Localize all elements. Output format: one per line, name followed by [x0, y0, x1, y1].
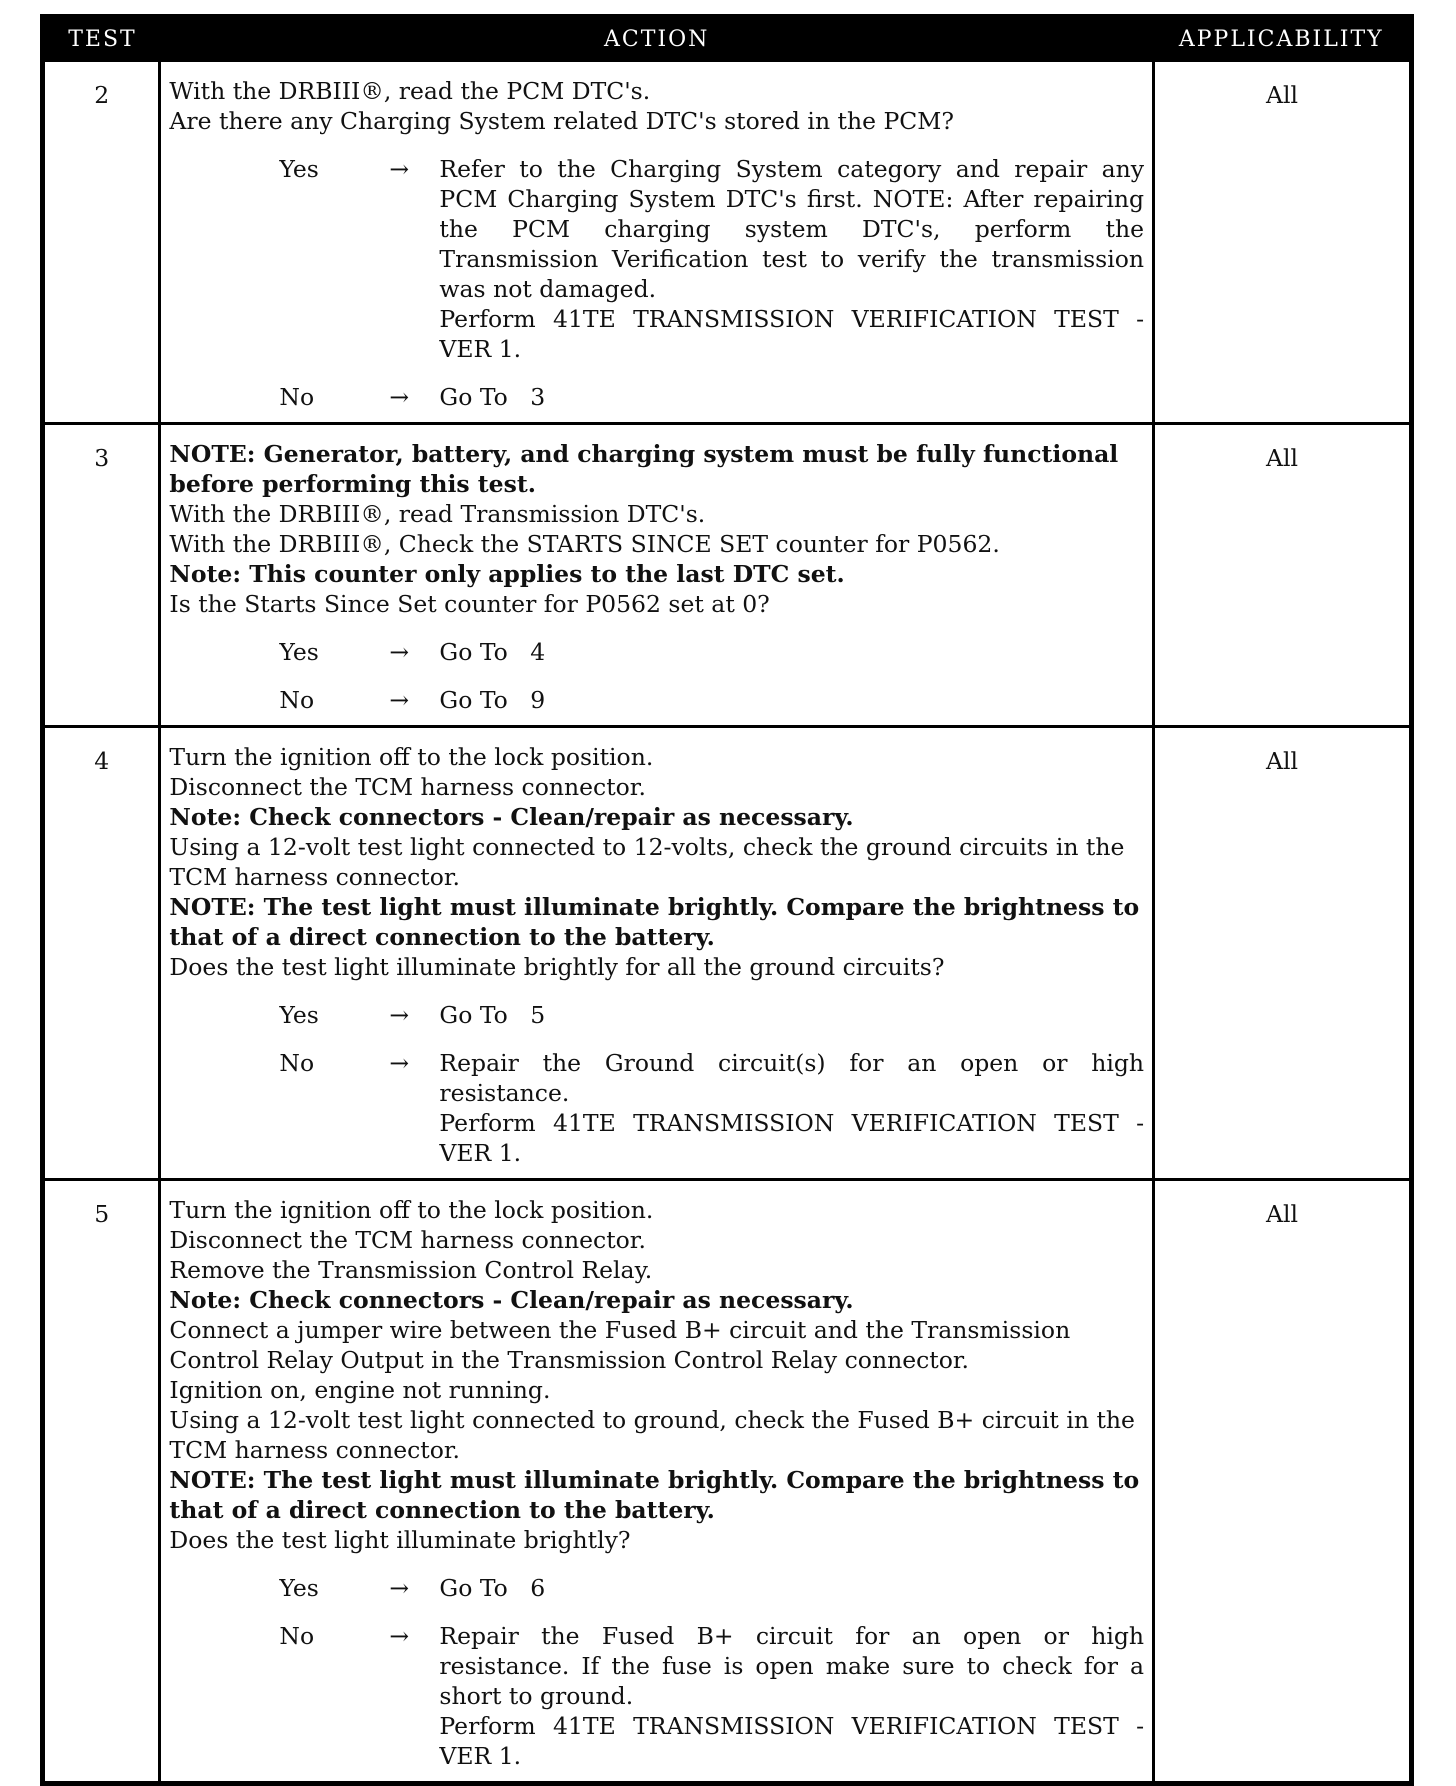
branch-result-line: Perform 41TE TRANSMISSION VERIFICATION TEST - VER 1.: [439, 1712, 1152, 1770]
action-step: Ignition on, engine not running.: [169, 1376, 551, 1404]
action-cell: [160, 61, 1154, 424]
action-step: Turn the ignition off to the lock position.: [169, 743, 654, 771]
action-step: With the DRBIII®, Check the STARTS SINCE SET counter for P0562.: [169, 530, 1000, 558]
branch-yes: [169, 637, 1144, 667]
test-number: 5: [43, 1180, 160, 1784]
right-arrow-icon: →: [389, 1001, 410, 1029]
branch-result-line: Go To 4: [439, 638, 546, 666]
action-step: Is the Starts Since Set counter for P0562 set at 0?: [169, 590, 770, 618]
branch-answer: Yes: [279, 155, 319, 183]
branch-answer: No: [279, 686, 315, 714]
diagnostic-test-table: [40, 14, 1414, 1786]
header-applicability: APPLICABILITY: [1154, 17, 1412, 61]
branch-result-line: Go To 5: [439, 1001, 546, 1029]
branch-result: [439, 382, 1144, 412]
branch-result-line: Go To 3: [439, 383, 546, 411]
table-body: [43, 61, 1412, 1784]
action-step: Connect a jumper wire between the Fused B+ circuit and the Transmission Control Relay Output in the Transmission Control Relay connector.: [169, 1316, 1071, 1374]
branch-result: [439, 685, 1144, 715]
action-step: Remove the Transmission Control Relay.: [169, 1256, 653, 1284]
right-arrow-icon: →: [389, 638, 410, 666]
diagnostic-table-sheet: [40, 14, 1414, 1786]
branch-result-line: Perform 41TE TRANSMISSION VERIFICATION TEST - VER 1.: [439, 305, 1152, 363]
branch-result-line: Perform 41TE TRANSMISSION VERIFICATION TEST - VER 1.: [439, 1109, 1152, 1167]
action-step: With the DRBIII®, read the PCM DTC's.: [169, 77, 651, 105]
action-note: NOTE: Generator, battery, and charging system must be fully functional before performing this test.: [169, 440, 1119, 498]
branch-result-line: Go To 6: [439, 1574, 546, 1602]
branch-result-line: Refer to the Charging System category and repair any PCM Charging System DTC's first. NOTE: After repairing the PCM charging system DTC's, perform the Transmission Verification test to verify the transmission was not damaged.: [439, 155, 1152, 303]
header-test: TEST: [43, 17, 160, 61]
action-cell: [160, 1180, 1154, 1784]
action-cell: [160, 424, 1154, 727]
branch-result: [439, 1048, 1152, 1168]
applicability: All: [1154, 424, 1412, 727]
action-step: With the DRBIII®, read Transmission DTC's.: [169, 500, 706, 528]
branch-result: [439, 637, 1144, 667]
right-arrow-icon: →: [389, 1049, 410, 1077]
right-arrow-icon: →: [389, 686, 410, 714]
action-step: Does the test light illuminate brightly for all the ground circuits?: [169, 953, 945, 981]
branch-result-line: Go To 9: [439, 686, 546, 714]
action-note: Note: Check connectors - Clean/repair as necessary.: [169, 1286, 854, 1314]
branch-result: [439, 1000, 1144, 1030]
action-step: Does the test light illuminate brightly?: [169, 1526, 631, 1554]
test-number: 2: [43, 61, 160, 424]
branch-no: [169, 685, 1144, 715]
branch-result-line: Repair the Ground circuit(s) for an open or high resistance.: [439, 1049, 1152, 1107]
right-arrow-icon: →: [389, 1622, 410, 1650]
branch-answer: Yes: [279, 638, 319, 666]
applicability: All: [1154, 61, 1412, 424]
branch-no: [169, 1048, 1152, 1168]
branch-yes: [169, 1000, 1144, 1030]
branch-answer: No: [279, 1049, 315, 1077]
right-arrow-icon: →: [389, 155, 410, 183]
table-header: [43, 17, 1412, 61]
action-step: Disconnect the TCM harness connector.: [169, 1226, 646, 1254]
branch-no: [169, 1621, 1152, 1771]
action-step: Turn the ignition off to the lock position.: [169, 1196, 654, 1224]
applicability: All: [1154, 727, 1412, 1180]
right-arrow-icon: →: [389, 383, 410, 411]
branch-no: [169, 382, 1144, 412]
right-arrow-icon: →: [389, 1574, 410, 1602]
branch-answer: No: [279, 383, 315, 411]
action-note: Note: Check connectors - Clean/repair as necessary.: [169, 803, 854, 831]
action-step: Disconnect the TCM harness connector.: [169, 773, 646, 801]
branch-result: [439, 1621, 1152, 1771]
table-row: [43, 424, 1412, 727]
action-step: Using a 12-volt test light connected to ground, check the Fused B+ circuit in the TCM harness connector.: [169, 1406, 1135, 1464]
action-step: Using a 12-volt test light connected to 12-volts, check the ground circuits in the TCM harness connector.: [169, 833, 1125, 891]
action-note: NOTE: The test light must illuminate brightly. Compare the brightness to that of a direct connection to the battery.: [169, 1466, 1140, 1524]
branch-answer: Yes: [279, 1574, 319, 1602]
table-row: [43, 61, 1412, 424]
action-note: NOTE: The test light must illuminate brightly. Compare the brightness to that of a direct connection to the battery.: [169, 893, 1140, 951]
branch-result: [439, 1573, 1144, 1603]
table-row: [43, 727, 1412, 1180]
action-cell: [160, 727, 1154, 1180]
action-step: Are there any Charging System related DTC's stored in the PCM?: [169, 107, 954, 135]
branch-yes: [169, 154, 1152, 364]
action-note: Note: This counter only applies to the last DTC set.: [169, 560, 845, 588]
branch-answer: Yes: [279, 1001, 319, 1029]
branch-result-line: Repair the Fused B+ circuit for an open or high resistance. If the fuse is open make sure to check for a short to ground.: [439, 1622, 1152, 1710]
applicability: All: [1154, 1180, 1412, 1784]
header-action: ACTION: [160, 17, 1154, 61]
test-number: 4: [43, 727, 160, 1180]
branch-yes: [169, 1573, 1144, 1603]
test-number: 3: [43, 424, 160, 727]
table-row: [43, 1180, 1412, 1784]
branch-result: [439, 154, 1152, 364]
branch-answer: No: [279, 1622, 315, 1650]
